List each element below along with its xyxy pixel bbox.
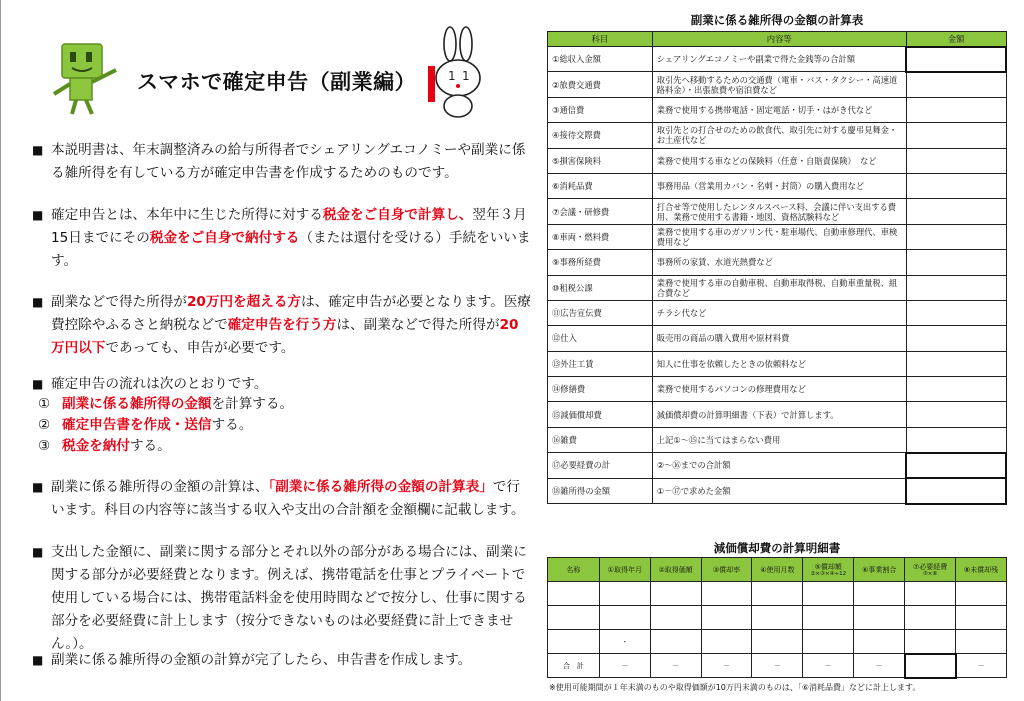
description-cell: 業務で使用する車の自動車税、自動車取得税、自動車重量税、組合費など xyxy=(652,275,906,300)
item-cell: ⑪広告宣伝費 xyxy=(548,300,653,325)
description-cell: ①－⑰で求めた金額 xyxy=(652,478,906,503)
table-row xyxy=(548,173,1007,198)
table-row xyxy=(548,377,1007,402)
item-cell: ⑰必要経費の計 xyxy=(548,453,653,478)
svg-text:1: 1 xyxy=(462,69,470,83)
bullet-marker: ■ xyxy=(32,208,44,222)
total-cell: － xyxy=(752,654,803,678)
paragraph-1-text: 本説明書は、年末調整済みの給与所得者でシェアリングエコノミーや副業に係る雑所得を有している方が確定申告書を作成するためのものです。 xyxy=(51,142,526,181)
bullet-marker: ■ xyxy=(32,143,44,157)
amount-cell[interactable] xyxy=(906,72,1006,97)
bullet-marker: ■ xyxy=(32,480,44,494)
svg-text:1: 1 xyxy=(448,69,456,83)
table-row xyxy=(548,606,1007,630)
table-row xyxy=(548,453,1007,478)
column-header: ③償却率 xyxy=(701,558,752,582)
emphasis-text: 税金をご自身で計算し、 xyxy=(322,207,473,223)
item-cell: ③通信費 xyxy=(548,97,653,122)
amount-cell[interactable] xyxy=(906,224,1006,249)
paragraph-3-text: 副業などで得た所得が20万円を超える方は、確定申告が必要となります。医療費控除やふるさと納税などで確定申告を行う方は、副業などで得た所得が20万円以下であっても、申告が必要です。 xyxy=(51,294,532,356)
item-cell: ⑮減価償却費 xyxy=(548,402,653,427)
footnote: ※使用可能期間が１年未満のものや取得価額が10万円未満のものは、「⑥消耗品費」などに計上します。 xyxy=(549,683,921,692)
column-header: ④使用月数 xyxy=(752,558,803,582)
mynumber-rabbit-mascot-icon xyxy=(424,26,490,122)
description-cell: 事務所の家賃、水道光熱費など xyxy=(652,250,906,275)
bullet-marker: ■ xyxy=(32,545,44,559)
column-header: 金額 xyxy=(906,32,1006,47)
total-row xyxy=(548,654,1007,678)
item-cell: ⑤損害保険料 xyxy=(548,148,653,173)
column-header: 科目 xyxy=(548,32,653,47)
total-cell: － xyxy=(803,654,854,678)
bullet-marker: ■ xyxy=(32,295,44,309)
name-cell[interactable] xyxy=(548,630,600,654)
column-header: 内容等 xyxy=(652,32,906,47)
paragraph-4-text: 確定申告の流れは次のとおりです。 xyxy=(51,376,268,392)
total-necessary-expense-cell[interactable] xyxy=(905,654,956,678)
item-cell: ②旅費交通費 xyxy=(548,72,653,97)
amount-cell[interactable] xyxy=(906,275,1006,300)
mascot-square-character-icon xyxy=(42,40,124,118)
amount-cell[interactable] xyxy=(906,427,1006,452)
item-cell: ⑨事務所経費 xyxy=(548,250,653,275)
paragraph-3 xyxy=(32,291,532,360)
column-header: ⑥事業割合 xyxy=(854,558,905,582)
paragraph-6-text: 支出した金額に、副業に関する部分とそれ以外の部分がある場合には、副業に関する部分が必要経費となります。例えば、携帯電話を仕事とプライベートで使用している場合には、携帯電話料金を使用時間などで按分し、仕事に関する部分を必要経費に計上します（按分できないものは必要経費に計上できません。）。 xyxy=(51,544,527,652)
table-row xyxy=(548,275,1007,300)
total-cell: － xyxy=(956,654,1007,678)
description-cell: 業務で使用する車のガソリン代・駐車場代、自動車修理代、車検費用など xyxy=(652,224,906,249)
item-cell: ⑯雑費 xyxy=(548,427,653,452)
description-cell: ②～⑯までの合計額 xyxy=(652,453,906,478)
table-row xyxy=(548,351,1007,376)
column-header: 名称 xyxy=(548,558,600,582)
table-row xyxy=(548,97,1007,122)
amount-cell[interactable] xyxy=(906,97,1006,122)
amount-cell[interactable] xyxy=(906,148,1006,173)
amount-cell[interactable] xyxy=(906,250,1006,275)
table-row xyxy=(548,427,1007,452)
description-cell: 事務用品（営業用カバン・名刺・封筒）の購入費用など xyxy=(652,173,906,198)
emphasis-text: 「副業に係る雑所得の金額の計算表」 xyxy=(268,479,493,495)
paragraph-1 xyxy=(32,139,532,185)
description-cell: 取引先との打合せのための飲食代、取引先に対する慶弔見舞金・お土産代など xyxy=(652,123,906,148)
description-cell: 上記①～⑮に当てはまらない費用 xyxy=(652,427,906,452)
amount-cell[interactable] xyxy=(906,326,1006,351)
table-row xyxy=(548,47,1007,72)
item-cell: ⑦会議・研修費 xyxy=(548,199,653,224)
paragraph-7 xyxy=(32,649,532,672)
table-row xyxy=(548,250,1007,275)
description-cell: 取引先へ移動するための交通費（電車・バス・タクシー・高速道路料金）・出張旅費や宿泊費など xyxy=(652,72,906,97)
total-label: 合 計 xyxy=(548,654,600,678)
item-cell: ⑧車両・燃料費 xyxy=(548,224,653,249)
calc-table-title: 副業に係る雑所得の金額の計算表 xyxy=(690,13,864,27)
paragraph-5-text: 副業に係る雑所得の金額の計算は、「副業に係る雑所得の金額の計算表」で行います。科目の内容等に該当する収入や支出の合計額を金額欄に記載します。 xyxy=(51,479,525,518)
table-header-row xyxy=(548,558,1007,582)
flow-steps xyxy=(38,394,293,457)
column-header: ①取得年月 xyxy=(599,558,650,582)
bullet-marker: ■ xyxy=(32,653,44,667)
table-row xyxy=(548,326,1007,351)
table-header-row xyxy=(548,32,1007,47)
flow-step-3: ③ 税金を納付する。 xyxy=(38,438,171,454)
description-cell: 業務で使用する車などの保険料（任意・自賠責保険） など xyxy=(652,148,906,173)
total-cell: － xyxy=(599,654,650,678)
amount-cell[interactable] xyxy=(906,123,1006,148)
description-cell: 減価償却費の計算明細書（下表）で計算します。 xyxy=(652,402,906,427)
table-row xyxy=(548,199,1007,224)
description-cell: 打合せ等で使用したレンタルスペース料、会議に伴い支出する費用、業務で使用する書籍・地図、資格試験料など xyxy=(652,199,906,224)
emphasis-text: 確定申告を行う方 xyxy=(227,317,337,333)
flow-step-1: ① 副業に係る雑所得の金額を計算する。 xyxy=(38,396,294,412)
column-header: ⑧未償却残 xyxy=(956,558,1007,582)
amount-cell[interactable] xyxy=(906,377,1006,402)
amount-cell[interactable] xyxy=(906,173,1006,198)
item-cell: ⑩租税公課 xyxy=(548,275,653,300)
amount-cell[interactable] xyxy=(906,402,1006,427)
total-cell: － xyxy=(650,654,701,678)
item-cell: ⑬外注工賃 xyxy=(548,351,653,376)
page-title: スマホで確定申告（副業編） xyxy=(137,70,417,94)
column-header: ⑦必要経費 ⑤×⑥ xyxy=(905,558,956,582)
amount-cell[interactable] xyxy=(906,351,1006,376)
paragraph-7-text: 副業に係る雑所得の金額の計算が完了したら、申告書を作成します。 xyxy=(51,652,472,668)
description-cell: 知人に仕事を依頼したときの依頼料など xyxy=(652,351,906,376)
paragraph-2-text: 確定申告とは、本年中に生じた所得に対する税金をご自身で計算し、翌年３月15日までにその税金をご自身で納付する（または還付を受ける）手続をいいます。 xyxy=(51,207,531,269)
item-cell: ⑫仕入 xyxy=(548,326,653,351)
table-row xyxy=(548,300,1007,325)
column-header: ⑤償却額 ②×③×④÷12 xyxy=(803,558,854,582)
table-row xyxy=(548,72,1007,97)
amount-cell[interactable] xyxy=(906,47,1006,72)
table-row xyxy=(548,224,1007,249)
description-cell: 業務で使用する携帯電話・固定電話・切手・はがき代など xyxy=(652,97,906,122)
amount-cell[interactable] xyxy=(906,478,1006,503)
table-row xyxy=(548,478,1007,503)
income-calculation-table xyxy=(547,31,1007,505)
name-cell[interactable] xyxy=(548,606,600,630)
paragraph-6 xyxy=(32,541,532,656)
description-cell: チラシ代など xyxy=(652,300,906,325)
flow-step-2: ② 確定申告書を作成・送信する。 xyxy=(38,417,253,433)
paragraph-4 xyxy=(32,373,532,396)
item-cell: ⑥消耗品費 xyxy=(548,173,653,198)
amount-cell[interactable] xyxy=(906,300,1006,325)
calc-table-body xyxy=(548,47,1007,504)
table-row xyxy=(548,148,1007,173)
item-cell: ①総収入金額 xyxy=(548,47,653,72)
emphasis-text: 20万円以下 xyxy=(51,317,519,356)
column-header: ②取得価額 xyxy=(650,558,701,582)
depreciation-table xyxy=(547,557,1007,679)
description-cell: シェアリングエコノミーや副業で得た金銭等の合計額 xyxy=(652,47,906,72)
description-cell: 販売用の商品の購入費用や原材料費 xyxy=(652,326,906,351)
table-row xyxy=(548,582,1007,606)
amount-cell[interactable] xyxy=(906,453,1006,478)
item-cell: ⑱雑所得の金額 xyxy=(548,478,653,503)
item-cell: ④接待交際費 xyxy=(548,123,653,148)
paragraph-5 xyxy=(32,476,532,522)
amount-cell[interactable] xyxy=(906,199,1006,224)
bullet-marker: ■ xyxy=(32,377,44,391)
dep-table-title: 減価償却費の計算明細書 xyxy=(713,541,841,555)
emphasis-text: 20万円を超える方 xyxy=(186,294,302,310)
emphasis-text: 税金をご自身で納付する xyxy=(149,230,300,246)
total-cell: － xyxy=(854,654,905,678)
description-cell: 業務で使用するパソコンの修理費用など xyxy=(652,377,906,402)
paragraph-2 xyxy=(32,204,532,273)
total-cell: － xyxy=(701,654,752,678)
table-row xyxy=(548,123,1007,148)
item-cell: ⑭修繕費 xyxy=(548,377,653,402)
table-row: ・ xyxy=(548,630,1007,654)
table-row xyxy=(548,402,1007,427)
name-cell[interactable] xyxy=(548,582,600,606)
